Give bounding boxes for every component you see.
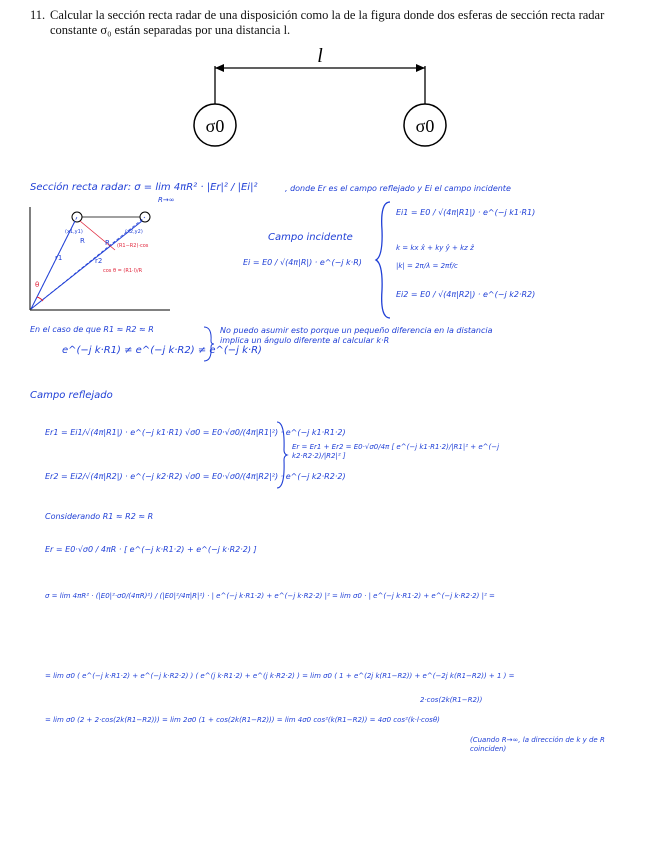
reflected-brace bbox=[275, 420, 289, 490]
arrow-head-right bbox=[416, 64, 425, 72]
sketch-label-R1: R bbox=[80, 237, 85, 245]
problem-statement bbox=[30, 8, 630, 38]
incident-eq: Ei = E0 / √(4π|R|) · e^(−j k·R) bbox=[243, 258, 362, 267]
sketch-label-theta: θ bbox=[35, 281, 40, 289]
far-case: En el caso de que R1 ≈ R2 ≈ R bbox=[30, 325, 154, 334]
problem-number: 11. bbox=[30, 8, 46, 22]
considering: Considerando R1 ≈ R2 ≈ R bbox=[45, 512, 154, 521]
far-note-brace bbox=[202, 325, 216, 363]
brace-eq-4: Ei2 = E0 / √(4π|R2|) · e^(−j k2·R2) bbox=[396, 290, 536, 299]
expand-eq: = lim σ0 ( e^(−j k·R1·2) + e^(−j k·R2·2) ) ( e^(j k·R1·2) + e^(j k·R2·2) ) = lim σ0 ( 1 + e^(2j k(R1−R2)) + e^(−2j k(R1−R2)) + 1 ) = bbox=[45, 672, 515, 680]
arrow-head-left bbox=[215, 64, 224, 72]
rcs-where: , donde Er es el campo reflejado y Ei el campo incidente bbox=[285, 184, 511, 193]
distance-label: l bbox=[317, 45, 323, 67]
reflected-eq-1: Er1 = Ei1/√(4π|R1|) · e^(−j k1·R1) √σ0 = E0·√σ0/(4π|R1|²) · e^(−j k1·R1·2) bbox=[45, 428, 346, 437]
sketch-label-r2: r2 bbox=[95, 257, 103, 265]
problem-text: Calcular la sección recta radar de una disposición como la de la figura donde dos esferas de sección recta radar constante σ₀ están separadas por una distancia l. bbox=[50, 8, 605, 37]
incident-title: Campo incidente bbox=[268, 232, 353, 243]
final-eq: = lim σ0 (2 + 2·cos(2k(R1−R2))) = lim 2σ0 (1 + cos(2k(R1−R2))) = lim 4σ0 cos²(k(R1−R2)) = 4σ0 cos²(k·l·cosθ) bbox=[45, 716, 440, 724]
sphere-right-label: σ0 bbox=[415, 116, 435, 136]
rcs-intro: Sección recta radar: σ = lim 4πR² · |Er|² / |Ei|² bbox=[30, 182, 258, 193]
reflected-eq-2: Er2 = Ei2/√(4π|R2|) · e^(−j k2·R2) √σ0 = E0·√σ0/(4π|R2|²) · e^(−j k2·R2·2) bbox=[45, 472, 346, 481]
far-inequality: e^(−j k·R1) ≠ e^(−j k·R2) ≠ e^(−j k·R) bbox=[62, 345, 262, 356]
sketch-angle-arc bbox=[37, 297, 43, 301]
brace-eq-1: Ei1 = E0 / √(4π|R1|) · e^(−j k1·R1) bbox=[396, 208, 536, 217]
sketch-label-diff: (R1−R2)·cos bbox=[117, 243, 149, 249]
geometry-sketch bbox=[25, 205, 175, 315]
sigma-eq: σ = lim 4πR² · (|E0|²·σ0/(4πR)²) / (|E0|²/4π|R|²) · | e^(−j k·R1·2) + e^(−j k·R2·2) |² = lim σ0 · | e^(−j k·R1·2) + e^(−j k·R2·2) |² = bbox=[45, 592, 495, 600]
reflected-sum: Er = Er1 + Er2 = E0·√σ0/4π [ e^(−j k1·R1·2)/|R1|² + e^(−j k2·R2·2)/|R2|² ] bbox=[292, 443, 500, 460]
final-note: (Cuando R→∞, la dirección de k y de R coinciden) bbox=[470, 736, 605, 753]
left-brace bbox=[374, 200, 394, 320]
reflected-title: Campo reflejado bbox=[30, 390, 113, 401]
sphere-left-label: σ0 bbox=[205, 116, 225, 136]
brace-eq-3: |k| = 2π/λ = 2πf/c bbox=[396, 262, 458, 270]
sketch-label-R2: R bbox=[105, 239, 110, 247]
sketch-label-p1: (x1,y1) bbox=[65, 229, 83, 235]
sketch-label-r1: r1 bbox=[55, 254, 63, 262]
sketch-label-p2: (x2,y2) bbox=[125, 229, 143, 235]
brace-eq-2: k = kx x̂ + ky ŷ + kz ẑ bbox=[396, 244, 474, 252]
er-simplified: Er = E0·√σ0 / 4πR · [ e^(−j k·R1·2) + e^(−j k·R2·2) ] bbox=[45, 545, 257, 554]
far-note: No puedo asumir esto porque un pequeño diferencia en la distancia implica un ángulo diferente al calcular k·R bbox=[220, 326, 493, 345]
spheres-figure bbox=[170, 42, 470, 162]
sketch-label-cos: cos θ = (R1·l)/R bbox=[103, 268, 143, 274]
rcs-limit-sub: R→∞ bbox=[158, 196, 175, 204]
cos-note: 2·cos(2k(R1−R2)) bbox=[420, 696, 483, 704]
